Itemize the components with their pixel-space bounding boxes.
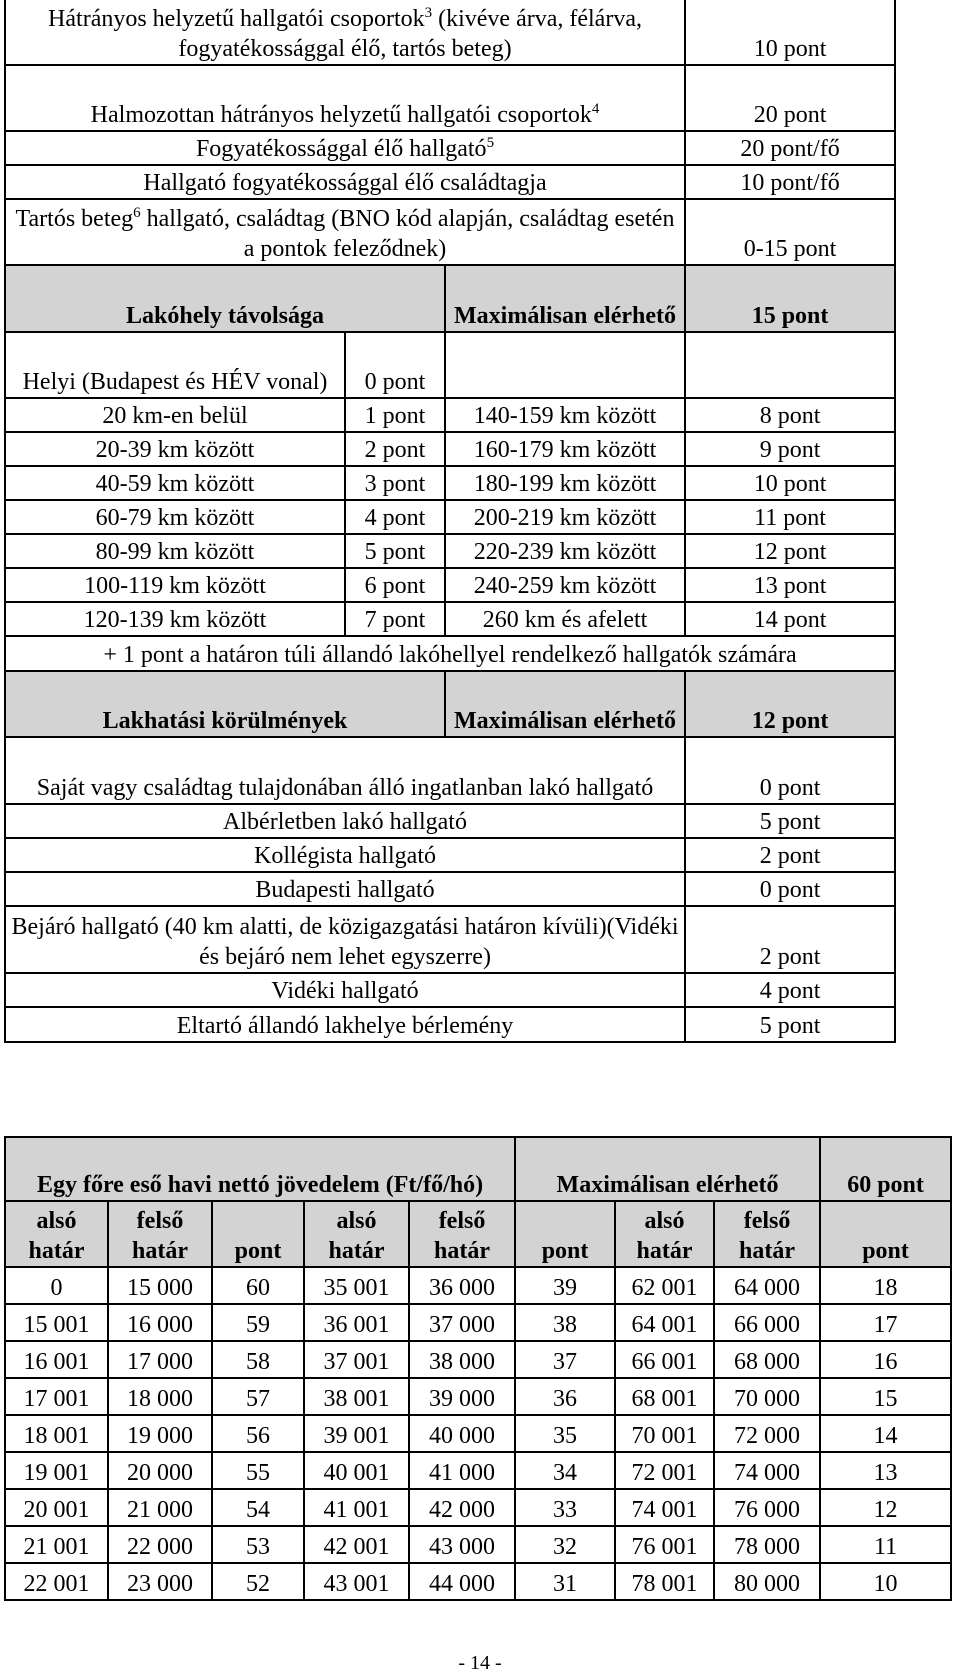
housing-max-label: Maximálisan elérhető [445, 671, 685, 737]
income-cell: 58 [212, 1341, 304, 1378]
distance-label: 20-39 km között [5, 432, 345, 466]
income-cell: 37 000 [409, 1304, 515, 1341]
housing-value: 4 pont [685, 973, 895, 1007]
distance-bonus-row [5, 636, 895, 671]
housing-label: Bejáró hallgató (40 km alatti, de közigazgatási határon kívüli)(Vidéki és bejáró nem lehet egyszerre) [5, 906, 685, 973]
distance-label: 100-119 km között [5, 568, 345, 602]
distance-label: 20 km-en belül [5, 398, 345, 432]
distance-value: 7 pont [345, 602, 445, 636]
distance-max-value: 15 pont [685, 265, 895, 332]
distance-value: 3 pont [345, 466, 445, 500]
distance-value: 9 pont [685, 432, 895, 466]
income-cell: 55 [212, 1452, 304, 1489]
housing-value: 5 pont [685, 1007, 895, 1042]
income-cell: 35 001 [304, 1267, 409, 1304]
income-cell: 66 001 [615, 1341, 714, 1378]
housing-value: 5 pont [685, 804, 895, 838]
housing-label: Saját vagy családtag tulajdonában álló ingatlanban lakó hallgató [5, 737, 685, 804]
col-header: alsó határ [5, 1201, 108, 1267]
income-cell: 62 001 [615, 1267, 714, 1304]
income-cell: 17 [820, 1304, 951, 1341]
criteria-value: 20 pont/fő [685, 131, 895, 165]
income-cell: 18 001 [5, 1415, 108, 1452]
income-cell: 38 000 [409, 1341, 515, 1378]
income-cell: 64 000 [714, 1267, 820, 1304]
col-header: felső határ [108, 1201, 212, 1267]
criteria-value: 10 pont [685, 0, 895, 65]
income-cell: 36 000 [409, 1267, 515, 1304]
income-cell: 39 [515, 1267, 615, 1304]
income-col-headers [5, 1201, 951, 1267]
income-cell: 35 [515, 1415, 615, 1452]
income-body [5, 1267, 951, 1600]
distance-value: 4 pont [345, 500, 445, 534]
income-cell: 22 001 [5, 1563, 108, 1600]
distance-value: 1 pont [345, 398, 445, 432]
distance-label: 120-139 km között [5, 602, 345, 636]
housing-value: 2 pont [685, 838, 895, 872]
income-cell: 39 000 [409, 1378, 515, 1415]
income-cell: 0 [5, 1267, 108, 1304]
distance-value: 2 pont [345, 432, 445, 466]
col-header: pont [820, 1201, 951, 1267]
income-cell: 60 [212, 1267, 304, 1304]
col-header: alsó határ [304, 1201, 409, 1267]
distance-row [5, 602, 895, 636]
income-cell: 17 001 [5, 1378, 108, 1415]
criteria-value: 0-15 pont [685, 199, 895, 265]
housing-row [5, 838, 895, 872]
income-cell: 22 000 [108, 1526, 212, 1563]
income-cell: 76 001 [615, 1526, 714, 1563]
distance-value: 0 pont [345, 332, 445, 398]
income-cell: 68 001 [615, 1378, 714, 1415]
housing-row [5, 906, 895, 973]
distance-label: 220-239 km között [445, 534, 685, 568]
page-number: - 14 - [458, 1652, 502, 1674]
distance-row [5, 332, 895, 398]
income-table [4, 1136, 952, 1601]
distance-label: 240-259 km között [445, 568, 685, 602]
income-cell: 56 [212, 1415, 304, 1452]
income-cell: 74 000 [714, 1452, 820, 1489]
criteria-value: 10 pont/fő [685, 165, 895, 199]
income-cell: 15 000 [108, 1267, 212, 1304]
income-max-label: Maximálisan elérhető [515, 1137, 820, 1201]
income-cell: 74 001 [615, 1489, 714, 1526]
housing-row [5, 973, 895, 1007]
col-header: felső határ [409, 1201, 515, 1267]
income-cell: 38 [515, 1304, 615, 1341]
income-cell: 53 [212, 1526, 304, 1563]
distance-value: 11 pont [685, 500, 895, 534]
income-cell: 66 000 [714, 1304, 820, 1341]
income-cell: 78 000 [714, 1526, 820, 1563]
income-cell: 15 [820, 1378, 951, 1415]
empty-cell [445, 332, 685, 398]
income-cell: 57 [212, 1378, 304, 1415]
income-cell: 14 [820, 1415, 951, 1452]
income-row [5, 1489, 951, 1526]
distance-max-label: Maximálisan elérhető [445, 265, 685, 332]
income-cell: 64 001 [615, 1304, 714, 1341]
income-cell: 59 [212, 1304, 304, 1341]
income-cell: 23 000 [108, 1563, 212, 1600]
housing-label: Budapesti hallgató [5, 872, 685, 906]
distance-header [5, 265, 895, 332]
income-cell: 36 [515, 1378, 615, 1415]
distance-row [5, 534, 895, 568]
housing-value: 0 pont [685, 737, 895, 804]
income-row [5, 1341, 951, 1378]
criteria-label: Halmozottan hátrányos helyzetű hallgatói csoportok$^4$ [5, 65, 685, 131]
criteria-row [5, 131, 895, 165]
distance-label: 180-199 km között [445, 466, 685, 500]
distance-label: 60-79 km között [5, 500, 345, 534]
income-cell: 16 001 [5, 1341, 108, 1378]
criteria-row [5, 0, 895, 65]
income-cell: 38 001 [304, 1378, 409, 1415]
housing-row [5, 872, 895, 906]
income-cell: 19 000 [108, 1415, 212, 1452]
income-row [5, 1563, 951, 1600]
income-cell: 19 001 [5, 1452, 108, 1489]
income-row [5, 1378, 951, 1415]
distance-label: Helyi (Budapest és HÉV vonal) [5, 332, 345, 398]
income-cell: 37 001 [304, 1341, 409, 1378]
col-header: alsó határ [615, 1201, 714, 1267]
criteria-value: 20 pont [685, 65, 895, 131]
housing-label: Vidéki hallgató [5, 973, 685, 1007]
income-title: Egy főre eső havi nettó jövedelem (Ft/fő/hó) [5, 1137, 515, 1201]
income-cell: 32 [515, 1526, 615, 1563]
distance-row [5, 398, 895, 432]
distance-label: 140-159 km között [445, 398, 685, 432]
income-cell: 78 001 [615, 1563, 714, 1600]
income-cell: 42 001 [304, 1526, 409, 1563]
income-cell: 18 [820, 1267, 951, 1304]
income-cell: 40 001 [304, 1452, 409, 1489]
income-cell: 11 [820, 1526, 951, 1563]
income-cell: 36 001 [304, 1304, 409, 1341]
income-cell: 21 001 [5, 1526, 108, 1563]
housing-value: 0 pont [685, 872, 895, 906]
criteria-row [5, 199, 895, 265]
income-cell: 15 001 [5, 1304, 108, 1341]
income-cell: 20 000 [108, 1452, 212, 1489]
income-cell: 31 [515, 1563, 615, 1600]
distance-value: 13 pont [685, 568, 895, 602]
criteria-label: Hallgató fogyatékossággal élő családtagja [5, 165, 685, 199]
income-cell: 17 000 [108, 1341, 212, 1378]
housing-row [5, 737, 895, 804]
distance-label: 160-179 km között [445, 432, 685, 466]
income-cell: 72 000 [714, 1415, 820, 1452]
income-row [5, 1415, 951, 1452]
income-cell: 16 [820, 1341, 951, 1378]
col-header: felső határ [714, 1201, 820, 1267]
income-cell: 10 [820, 1563, 951, 1600]
housing-row [5, 1007, 895, 1042]
housing-label: Kollégista hallgató [5, 838, 685, 872]
income-row [5, 1452, 951, 1489]
distance-label: 200-219 km között [445, 500, 685, 534]
scoring-table [4, 0, 896, 1043]
income-cell: 70 001 [615, 1415, 714, 1452]
col-header: pont [212, 1201, 304, 1267]
income-cell: 37 [515, 1341, 615, 1378]
income-cell: 20 001 [5, 1489, 108, 1526]
income-cell: 44 000 [409, 1563, 515, 1600]
distance-bonus: + 1 pont a határon túli állandó lakóhellyel rendelkező hallgatók számára [5, 636, 895, 671]
income-cell: 41 000 [409, 1452, 515, 1489]
income-row [5, 1526, 951, 1563]
housing-label: Albérletben lakó hallgató [5, 804, 685, 838]
income-cell: 76 000 [714, 1489, 820, 1526]
criteria-label: Tartós beteg$^6$ hallgató, családtag (BNO kód alapján, családtag esetén a pontok feleződnek) [5, 199, 685, 265]
distance-label: 260 km és afelett [445, 602, 685, 636]
income-cell: 34 [515, 1452, 615, 1489]
income-cell: 21 000 [108, 1489, 212, 1526]
income-cell: 40 000 [409, 1415, 515, 1452]
criteria-label: Fogyatékossággal élő hallgató$^5$ [5, 131, 685, 165]
income-cell: 16 000 [108, 1304, 212, 1341]
distance-title: Lakóhely távolsága [5, 265, 445, 332]
income-cell: 13 [820, 1452, 951, 1489]
criteria-row [5, 65, 895, 131]
housing-value: 2 pont [685, 906, 895, 973]
income-cell: 43 001 [304, 1563, 409, 1600]
income-header [5, 1137, 951, 1201]
distance-row [5, 466, 895, 500]
housing-title: Lakhatási körülmények [5, 671, 445, 737]
criteria-label: Hátrányos helyzetű hallgatói csoportok$^3$ (kivéve árva, félárva, fogyatékossággal élő, tartós beteg) [5, 0, 685, 65]
distance-row [5, 500, 895, 534]
income-max-value: 60 pont [820, 1137, 951, 1201]
income-cell: 39 001 [304, 1415, 409, 1452]
income-cell: 52 [212, 1563, 304, 1600]
distance-value: 5 pont [345, 534, 445, 568]
distance-value: 12 pont [685, 534, 895, 568]
income-cell: 42 000 [409, 1489, 515, 1526]
income-cell: 54 [212, 1489, 304, 1526]
income-row [5, 1267, 951, 1304]
income-cell: 18 000 [108, 1378, 212, 1415]
income-cell: 33 [515, 1489, 615, 1526]
distance-value: 14 pont [685, 602, 895, 636]
distance-value: 10 pont [685, 466, 895, 500]
income-cell: 43 000 [409, 1526, 515, 1563]
income-cell: 68 000 [714, 1341, 820, 1378]
income-cell: 80 000 [714, 1563, 820, 1600]
housing-max-value: 12 pont [685, 671, 895, 737]
housing-label: Eltartó állandó lakhelye bérlemény [5, 1007, 685, 1042]
empty-cell [685, 332, 895, 398]
housing-header [5, 671, 895, 737]
distance-row [5, 568, 895, 602]
income-cell: 12 [820, 1489, 951, 1526]
col-header: pont [515, 1201, 615, 1267]
income-cell: 72 001 [615, 1452, 714, 1489]
distance-value: 8 pont [685, 398, 895, 432]
distance-label: 40-59 km között [5, 466, 345, 500]
distance-value: 6 pont [345, 568, 445, 602]
income-cell: 41 001 [304, 1489, 409, 1526]
distance-label: 80-99 km között [5, 534, 345, 568]
housing-row [5, 804, 895, 838]
income-cell: 70 000 [714, 1378, 820, 1415]
criteria-row [5, 165, 895, 199]
distance-row [5, 432, 895, 466]
income-row [5, 1304, 951, 1341]
